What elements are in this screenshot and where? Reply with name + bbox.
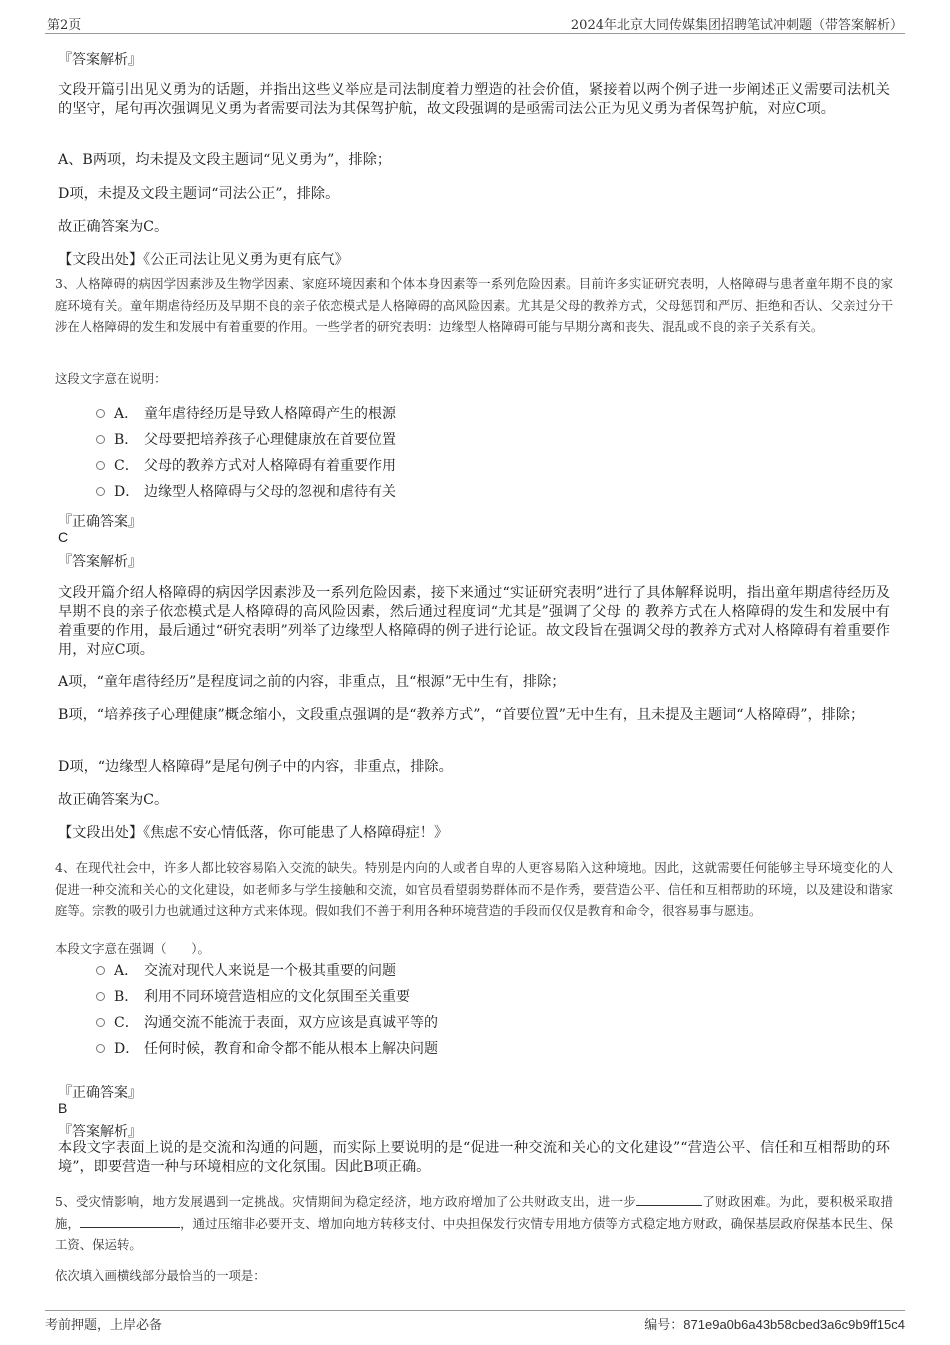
fill-blank-2[interactable] xyxy=(80,1215,180,1228)
radio-icon[interactable] xyxy=(96,1018,105,1027)
q3-prompt: 这段文字意在说明： xyxy=(55,371,167,386)
q3-note-a: A项，“童年虐待经历”是程度词之前的内容，非重点，且“根源”无中生有，排除； xyxy=(58,674,566,690)
footer-slogan: 考前押题，上岸必备 xyxy=(45,1318,163,1333)
q3-answer: C xyxy=(58,529,69,545)
q2-source: 【文段出处】《公正司法让见义勇为更有底气》 xyxy=(58,252,349,268)
radio-icon[interactable] xyxy=(96,409,105,418)
q2-analysis-text: 文段开篇引出见义勇为的话题，并指出这些义举应是司法制度着力塑造的社会价值，紧接着以两个例子进一步阐述正义需要司法机关的坚守，尾句再次强调见义勇为者需要司法为其保驾护航，故文段强调的是亟需司法公正为见义勇为者保驾护航，对应C项。 xyxy=(58,82,890,117)
q3-option-a[interactable]: A． 童年虐待经历是导致人格障碍产生的根源 xyxy=(96,404,396,424)
q3-option-b[interactable]: B． 父母要把培养孩子心理健康放在首要位置 xyxy=(96,430,396,450)
footer-divider xyxy=(45,1310,905,1311)
q5-prompt: 依次填入画横线部分最恰当的一项是： xyxy=(55,1268,266,1283)
q4-analysis-label: 『答案解析』 xyxy=(58,1124,142,1140)
radio-icon[interactable] xyxy=(96,461,105,470)
fill-blank-1[interactable] xyxy=(636,1193,702,1206)
q3-note-b: B项，“培养孩子心理健康”概念缩小，文段重点强调的是“教养方式”，“首要位置”无中生有，且未提及主题词“人格障碍”，排除； xyxy=(58,707,865,723)
q4-option-d[interactable]: D． 任何时候，教育和命令都不能从根本上解决问题 xyxy=(96,1039,438,1059)
q4-prompt: 本段文字意在强调（ ）。 xyxy=(55,941,210,956)
q4-option-c[interactable]: C． 沟通交流不能流于表面，双方应该是真诚平等的 xyxy=(96,1013,438,1033)
document-title: 2024年北京大同传媒集团招聘笔试冲刺题（带答案解析） xyxy=(570,18,903,33)
radio-icon[interactable] xyxy=(96,487,105,496)
q3-source: 【文段出处】《焦虑不安心情低落，你可能患了人格障碍症！》 xyxy=(58,825,449,841)
radio-icon[interactable] xyxy=(96,1044,105,1053)
q3-conclusion: 故正确答案为C。 xyxy=(58,792,169,808)
q3-note-d: D项，“边缘型人格障碍”是尾句例子中的内容，非重点，排除。 xyxy=(58,759,453,775)
radio-icon[interactable] xyxy=(96,992,105,1001)
q3-analysis-label: 『答案解析』 xyxy=(58,554,142,570)
radio-icon[interactable] xyxy=(96,435,105,444)
radio-icon[interactable] xyxy=(96,966,105,975)
q2-note-ab: A、B两项，均未提及文段主题词“见义勇为”，排除； xyxy=(58,152,392,168)
q4-answer: B xyxy=(58,1100,68,1116)
q3-answer-label: 『正确答案』 xyxy=(58,514,142,530)
q3-question-text: 3、人格障碍的病因学因素涉及生物学因素、家庭环境因素和个体本身因素等一系列危险因素。目前许多实证研究表明，人格障碍与患者童年期不良的家庭环境有关。童年期虐待经历及早期不良的亲子依恋模式是人格障碍的高风险因素。尤其是父母的教养方式，父母惩罚和严厉、拒绝和否认、父亲过分干涉在人格障碍的发生和发展中有着重要的作用。一些学者的研究表明：边缘型人格障碍可能与早期分离和丧失、混乱或不良的亲子关系有关。 xyxy=(55,276,893,334)
q4-question-text: 4、在现代社会中，许多人都比较容易陷入交流的缺失。特别是内向的人或者自卑的人更容易陷入这种境地。因此，这就需要任何能够主导环境变化的人促进一种交流和关心的文化建设，如老师多与学生接触和交流，如官员看望弱势群体而不是作秀，要营造公平、信任和互相帮助的环境，以及建设和谐家庭等。宗教的吸引力也就通过这种方式来体现。假如我们不善于利用各种环境营造的手段而仅仅是教育和命令，很容易事与愿违。 xyxy=(55,860,893,918)
q2-note-d: D项，未提及文段主题词“司法公正”，排除。 xyxy=(58,186,340,202)
document-id: 编号：871e9a0b6a43b58cbed3a6c9b9ff15c4 xyxy=(644,1317,905,1333)
q2-analysis-label: 『答案解析』 xyxy=(58,52,142,68)
q3-option-c[interactable]: C． 父母的教养方式对人格障碍有着重要作用 xyxy=(96,456,396,476)
q3-analysis-text: 文段开篇介绍人格障碍的病因学因素涉及一系列危险因素，接下来通过“实证研究表明”进行了具体解释说明，指出童年期虐待经历及早期不良的亲子依恋模式是人格障碍的高风险因素，然后通过程度词“尤其是”强调了父母 的 教养方式在人格障碍的发生和发展中有着重要的作用，最后通过“研究表明”列举了边缘型人格障碍的例子进行论证。故文段旨在强调父母的教养方式对人格障碍有着重要作用，对应C项。 xyxy=(58,585,890,658)
header-divider xyxy=(45,33,905,34)
q2-conclusion: 故正确答案为C。 xyxy=(58,219,169,235)
q4-analysis-text: 本段文字表面上说的是交流和沟通的问题，而实际上要说明的是“促进一种交流和关心的文化建设”“营造公平、信任和互相帮助的环境”，即要营造一种与环境相应的文化氛围。因此B项正确。 xyxy=(58,1140,890,1175)
q3-option-d[interactable]: D． 边缘型人格障碍与父母的忽视和虐待有关 xyxy=(96,482,396,502)
q4-option-b[interactable]: B． 利用不同环境营造相应的文化氛围至关重要 xyxy=(96,987,410,1007)
q4-answer-label: 『正确答案』 xyxy=(58,1085,142,1101)
page-number: 第2页 xyxy=(47,18,82,33)
q4-option-a[interactable]: A． 交流对现代人来说是一个极其重要的问题 xyxy=(96,961,396,981)
q5-question-text: 5、受灾情影响，地方发展遇到一定挑战。灾情期间为稳定经济，地方政府增加了公共财政支出，进一步 了财政困难。为此，要积极采取措施， ，通过压缩非必要开支、增加向地方转移支付、中央担保发行灾情专用地方债等方式稳定地方财政，确保基层政府保基本民生、保工资、保运转。 xyxy=(55,1194,894,1252)
